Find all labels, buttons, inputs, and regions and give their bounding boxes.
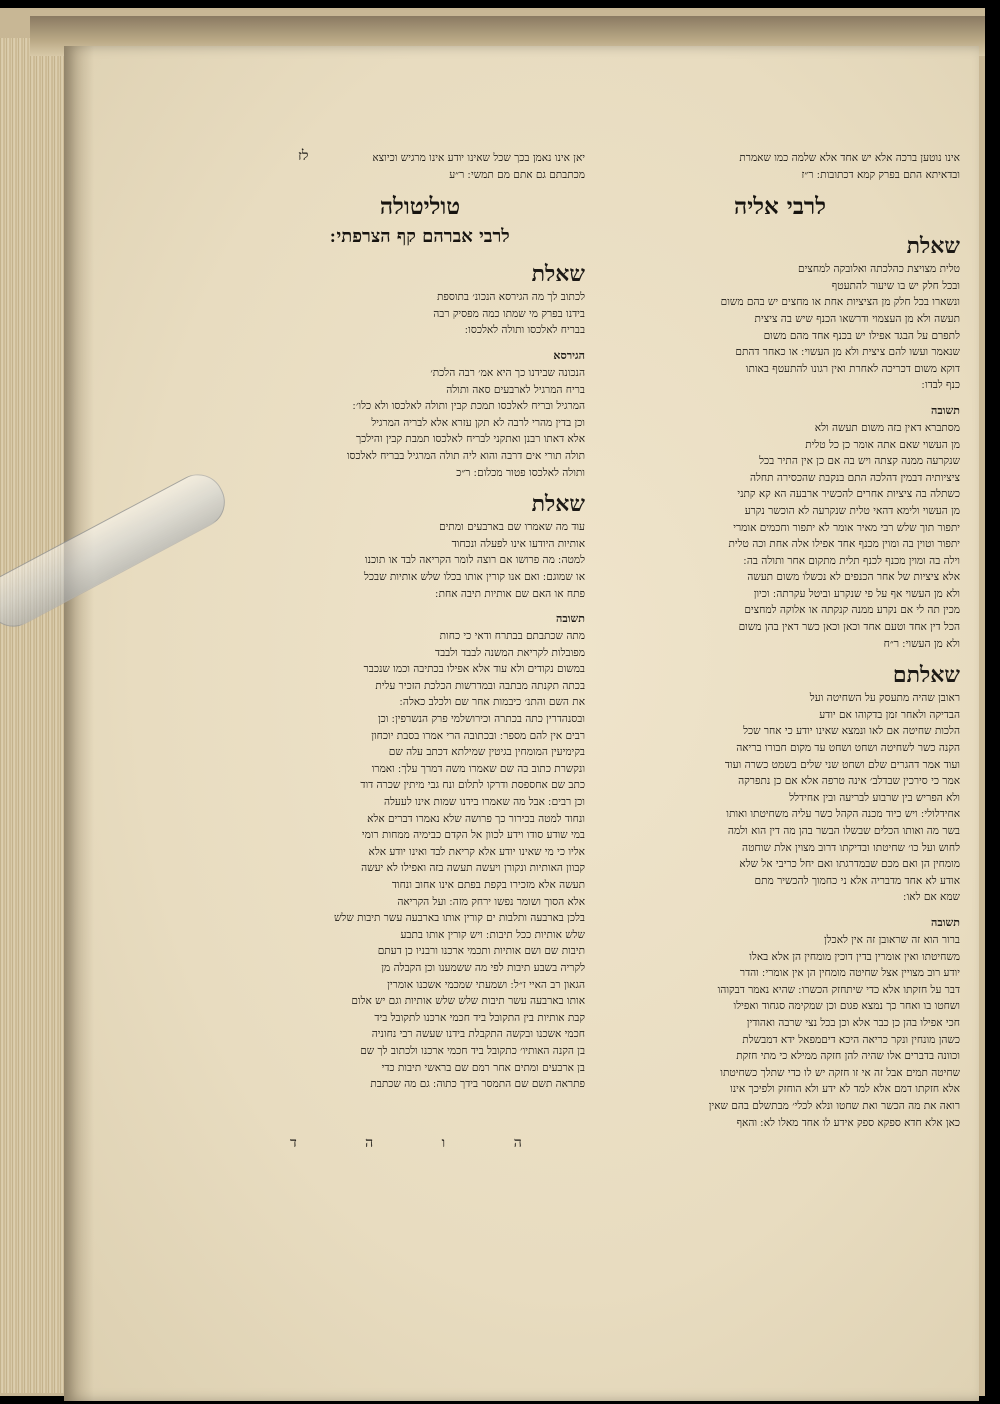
text-line: תעשה ולא מן העצמוי ודרשאו הכנף שיש בה ציצית bbox=[754, 312, 960, 325]
text-line: משחיטתו ואין אומרין בדין דוכין מומחין הן אלא באלו bbox=[749, 950, 960, 963]
text-line: לכתוב לך מה הגירסא הנכונ׳ בתוספת bbox=[436, 291, 585, 304]
text-line: שנקרעה ממנה קצתה ויש בה אם כן אין התיר בכל bbox=[759, 455, 960, 468]
text-line: מן העשוי ולימא דהאי טלית שנקרעה לא הוכשר נקרע bbox=[744, 504, 960, 517]
text-line: אלא ציציות של אחר הכנפים לא נכשלו משום תעשה bbox=[747, 571, 960, 584]
text-line: כשהן מונחין ונקר כריאה היכא דיםמפאל ידא דמבשלת bbox=[742, 1033, 960, 1046]
left-column bbox=[255, 150, 585, 1101]
spacer bbox=[255, 183, 585, 191]
text-line: במי שודע סודו וידע לכוון אל הקדם כבימיה ממחות רומי bbox=[361, 829, 585, 842]
signature-marks: ה ו ה ד bbox=[290, 1135, 554, 1151]
text-line: ברור הוא זה שראובן זה אין לאכלן bbox=[823, 933, 960, 946]
text-line: ציציותיה דבמין דהלכה התם בנקבת שהכסירה תחלה bbox=[749, 471, 960, 484]
text-line: אליו כי מי שאינו יודע אלא קריאת לבד ואינו יודע אלא bbox=[368, 845, 585, 858]
folio-number: לז bbox=[298, 148, 309, 164]
text-line: רואה את מה הכשר ואת שחטו ונלא לכלי׳ מבתשלם בהם שאין bbox=[708, 1099, 960, 1112]
text-line: המרגיל ובריח לאלכסו תמכת קבין ותולה לאלכסו ולא כלו׳ ׃ bbox=[352, 400, 585, 413]
text-line: כנף לבדו ׃ bbox=[921, 379, 960, 392]
text-line: כאן אלא חדא ספקא ספק אידע לו אחד מאלו לא ׃ והאף bbox=[736, 1116, 960, 1129]
text-line: קבת אותיות בין התקובל ביד חכמי ארכנו לתקובל ביד bbox=[374, 1011, 585, 1024]
text-line: למטה ׃ מה פרושו אם רוצה לומר הקריאה לבד או תוכנו bbox=[364, 554, 585, 567]
spacer bbox=[255, 339, 585, 347]
text-line: פתח או האם שם אותיות תיבה אחת ׃ bbox=[435, 587, 585, 600]
text-line: הבדיקה ולאחר זמן בדקוהו אם יודע bbox=[819, 708, 960, 721]
section-keyword: שאלתם bbox=[892, 662, 960, 689]
text-line: בן הקנה האותיו׳ כתקובל ביד חכמי ארכנו ולכתוב לך שם bbox=[360, 1044, 585, 1057]
text-line: יתפור תוך שלש רבי מאיר אומר לא יתפור וחכמים אומרי bbox=[733, 521, 960, 534]
responsum-section bbox=[255, 489, 585, 610]
text-line: טלית מצויצת כהלכתה ואלובקה למחצים bbox=[798, 263, 960, 276]
text-line: בלכן בארבעה ותלבות ים קורין אותו בארבעה עשר תיבות שלש bbox=[334, 912, 585, 925]
responsum-section bbox=[255, 347, 585, 489]
text-line: כשתלה בה ציציות אחרים להכשיר ארבעה הא קא קתני bbox=[737, 488, 960, 501]
text-line: שחיטה תמים אבל זה אי זו חזקה יש לו כדי שתלך כשחיטתו bbox=[720, 1066, 960, 1079]
section-keyword: שאלת bbox=[906, 233, 960, 260]
text-line: מומחין הן ואם מכם שבמדרגתו ואם יחל כריבי אל שלא bbox=[739, 858, 960, 871]
text-line: ונקשרת כתוב בה שם שאמרו משה דמרך עלך ׃ ואמרו bbox=[371, 762, 585, 775]
text-line: חכי אפילו בהן כן כבר אלא וכן בכל נצי שרבה ואהודין bbox=[746, 1016, 960, 1029]
text-line: קבוון האותיות ונקורן ויעשה תעשה בזה ואפילו לא יעשה bbox=[361, 862, 585, 875]
spacer bbox=[255, 481, 585, 489]
fold-shadow bbox=[64, 46, 94, 1401]
responsum-section bbox=[600, 660, 960, 914]
section-label: תשובה bbox=[931, 915, 960, 929]
text-line: רבים אין להם מספר ׃ ובכתובה הרי אמרו בסבת יוכחון bbox=[371, 729, 585, 742]
text-line: בכתה תקנתה מבתבה ובמדרשות הכלכת הזכיר עלית bbox=[375, 679, 585, 692]
page-edges bbox=[0, 38, 72, 1393]
spacer bbox=[600, 223, 960, 231]
text-line: בריח המרגיל לארבעים סאה ותולה bbox=[446, 383, 585, 396]
text-line: ולא מן העשוי ׃ ר״ח bbox=[883, 637, 960, 650]
spacer bbox=[255, 251, 585, 259]
text-line: תולה תורי אים דרבה והוא ליה תולה המרגיל בבריח לאלכסו bbox=[346, 449, 585, 462]
text-line: מסתברא דאין בזה משום תעשה ולא bbox=[814, 421, 960, 434]
text-line: מכין תה לי אם נקרע ממנה קנקתה או אלוקה למחצים bbox=[744, 604, 960, 617]
spacer bbox=[600, 652, 960, 660]
section-label: הגירסא bbox=[553, 348, 585, 362]
text-line: דוקא משום דכריכה לאחרת ואין רגונו להתעטף באותו bbox=[745, 362, 960, 375]
text-line: שמא אם לאו ׃ bbox=[903, 891, 960, 904]
text-line: תיבות שם ושם אותיות ותכמי ארכנו ורבניו כן דעתם bbox=[377, 945, 585, 958]
spacer bbox=[255, 1093, 585, 1101]
text-line: ולא הפריש בין שרבוע לבריעה ובין אחידלל bbox=[789, 791, 960, 804]
responsum-section bbox=[600, 402, 960, 660]
text-line: יתפור וטוין בה ומוין מכנף אחד אפילו אלה אחת וכה טלית bbox=[728, 538, 960, 551]
text-line: ונשארו בכל חלק מן הציציות אחת או מחצים יש בהם משום bbox=[720, 296, 960, 309]
section-label: תשובה bbox=[931, 403, 960, 417]
responsum-section bbox=[600, 231, 960, 402]
spacer bbox=[600, 1131, 960, 1139]
section-heading-author: לרבי אברהם קף הצרפתי ׃ bbox=[330, 226, 510, 248]
text-line: שנאמר ועשו להם ציצית ולא מן העשוי ׃ או כאחר דהתם bbox=[735, 346, 960, 359]
text-line: לחוש ועל כו׳ שחיטתו ובדיקתו דרוב מצוין אלת שוחטה bbox=[742, 841, 960, 854]
spacer bbox=[600, 906, 960, 914]
text-line: הכל דין אחד וטעם אחד וכאן וכאן כשר דאין בהן משום bbox=[738, 621, 960, 634]
text-line: יודע רוב מצויין אצל שחיטה מומחין הן אין אומרי ׃ והדר bbox=[739, 967, 960, 980]
text-line: ותולה לאלכסו פטור מכלום ׃ ר״כ bbox=[456, 466, 585, 479]
text-line: אודע לא אחד מדבריה אלא ני כחמוך להכשיר מתם bbox=[754, 874, 960, 887]
text-line: אחידלולי ׃ ויש כיוד מכנה הקהל כשר עליה משחיטתו ואותו bbox=[726, 808, 960, 821]
section-keyword: שאלת bbox=[531, 261, 585, 288]
text-line: בשר מה ואותו הכלים שבשלו הבשר בהן מה דין הוא ולמה bbox=[727, 825, 960, 837]
text-line: בקימיעין המומחין בגיטין שמילתא דכתב עלה שם bbox=[388, 746, 585, 759]
text-line: לתפרם על הבגד אפילו יש בכנף אחד מהם משום bbox=[763, 329, 960, 342]
text-line: או שמוגם ׃ ואם אנו קורין אותו בכלו שלש אותיות שבכל bbox=[364, 570, 585, 583]
text-line: ובסנהדרין כתה בכתרה וכירושלמי פרק הנשרפין ׃ וכן bbox=[377, 713, 585, 726]
text-line: בן ארבעים ומתים אחר רמם שם בראשי תיבות כדי bbox=[381, 1061, 585, 1074]
spacer bbox=[255, 602, 585, 610]
text-line: אותיות היודעו אינו לפעלה ונכחוד bbox=[451, 537, 585, 550]
text-line: הגאון רב האיי ז״ל ׃ ושמעתי שמכמי אשכנו אומרין bbox=[387, 978, 585, 991]
text-line: הנכונה שבידנו כך היא אמ׳ רבה הלכת׳ bbox=[430, 366, 585, 379]
responsum-section bbox=[255, 259, 585, 347]
text-line: ושחטו בו ואחר כך נמצא פגום וכן שמקימה סגחוד ואפילו bbox=[733, 1000, 960, 1013]
text-line: בידנו בפרק מי שמתו כמה מפסיק רבה bbox=[433, 307, 585, 320]
text-line: לקריה בשבע תיבות לפי מה ששמענו וכן הקבלה מן bbox=[381, 961, 585, 974]
right-column bbox=[600, 150, 960, 1139]
text-line: ולא מן העשוי אף על פי שנקרע וביטל עקרתה ׃ וכיון bbox=[753, 587, 960, 600]
header-line: אינו נוטען ברכה אלא יש אחד אלא שלמה כמו שאמרת bbox=[739, 152, 960, 164]
responsum-section bbox=[600, 914, 960, 1139]
responsum-section bbox=[255, 610, 585, 1101]
text-line: תעשה אלא מזכירו בקפת בפתם אינו אחוב ונחוד bbox=[391, 879, 585, 891]
text-line: וכן רבים ׃ אבל מה שאמרו בידנו שמות אינו לעעלה bbox=[383, 796, 585, 809]
text-line: ובכל חלק יש בו שיעור להתעטף bbox=[831, 279, 960, 292]
text-line: הקנה כשר לשחיטה ושחט ושחט עד מקום חבורו בריאה bbox=[736, 742, 960, 755]
text-line: שלש אותיות ככל תיבות ׃ ויש קורין אותו בתבע bbox=[400, 928, 585, 941]
section-label: תשובה bbox=[556, 612, 585, 626]
text-line: הלכות שחיטה אם לאו ונמצא שאינו יודע כי אחר שכל bbox=[743, 725, 960, 738]
text-line: מפובלות לקריאת המשנה לבבד ולבבד bbox=[435, 646, 585, 659]
text-line: אלא דאתו רבנן ואתקני לבריח לאלכסו תמבת קבין והילכך bbox=[355, 433, 585, 446]
text-line: מתה שכתבתם בבתרח ודאי כי כחות bbox=[439, 630, 585, 643]
text-line: בבריח לאלכסו ותולה לאלכסו ׃ bbox=[464, 324, 585, 337]
text-line: במשום נקודים ולא עוד אלא אפילו בכתיבה וכמו שנכבר bbox=[363, 663, 585, 676]
text-line: פתראה תשם שם התמסר בידך כתוה ׃ גם מה שכתבת bbox=[370, 1078, 585, 1091]
text-line: כתב שם אחספסת ודרקו לתלום ונח גבי מיתין שכרה דוד bbox=[360, 779, 585, 792]
text-line: אלא חזקתו דמם אלא למד לא ידע ולא הוחזק ולפיכך אינו bbox=[730, 1083, 960, 1096]
text-line: דבר על חזקתו אלא כדי שיתחזק הכשרו ׃ שהיא נאמר דבקוהו bbox=[717, 983, 960, 996]
header-line: ובדאיתא התם בפרק קמא דכתובות ׃ ר״ז bbox=[801, 168, 960, 181]
header-line: מכתבתם גם אתם מם תמשי ׃ ר״ע bbox=[449, 168, 585, 181]
text-line: אותו בארבעה עשר תיבות שלש שלש אותיות וגם יש אלום bbox=[351, 995, 585, 1008]
header-line: יאן אינו נאמן בכך שכל שאינו יודע אינו מרגיש וכיוצא bbox=[372, 152, 585, 164]
text-line: חכמי אשכנו ובקשה התקבלת בידנו שעשה רבי נחוניה bbox=[371, 1028, 585, 1041]
section-heading: לרבי אליה bbox=[734, 193, 826, 221]
section-heading-city: טוליטולה bbox=[379, 193, 461, 221]
text-line: וכוונה בדברים אלו שהיה להן חזקה ממילא כי מתי חזקת bbox=[736, 1050, 960, 1063]
text-line: וילה בה ומוין מכנף לכנף תלית מתקום אחר ותולה בה ׃ bbox=[743, 554, 960, 567]
spacer bbox=[600, 183, 960, 191]
text-line: מן העשוי שאם אתה אומר כן כל טלית bbox=[805, 438, 960, 451]
text-line: ונחוד למטה בכירור כך פרושה שלא נאמרו דברים אלא bbox=[367, 812, 585, 825]
text-line: ראובן שהיה מתעסק על השחיטה ועל bbox=[809, 692, 960, 705]
text-line: אמר כי סירכין שבדלב׳ אינה טרפה אלא אם כן נתפרקה bbox=[738, 775, 960, 788]
text-line: עוד מה שאמרו שם בארבעים ומתים bbox=[439, 521, 585, 534]
spacer bbox=[600, 394, 960, 402]
text-line: אלא הסוך ושומר נפשו ירחק מזה ׃ ועל הקריאה bbox=[397, 895, 585, 908]
text-line: את השם והתנ׳ כיבמות אחר שם ולכלב כאלה ׃ bbox=[399, 696, 585, 709]
text-line: וכן בדין מהרי לרבה לא תקן עזרא אלא לבריה המרגיל bbox=[371, 416, 585, 429]
text-line: ועוד אמר דהגרים שלם ושחט שני שלים בשמט כשרה ועוד bbox=[724, 758, 960, 771]
section-keyword: שאלת bbox=[531, 491, 585, 518]
